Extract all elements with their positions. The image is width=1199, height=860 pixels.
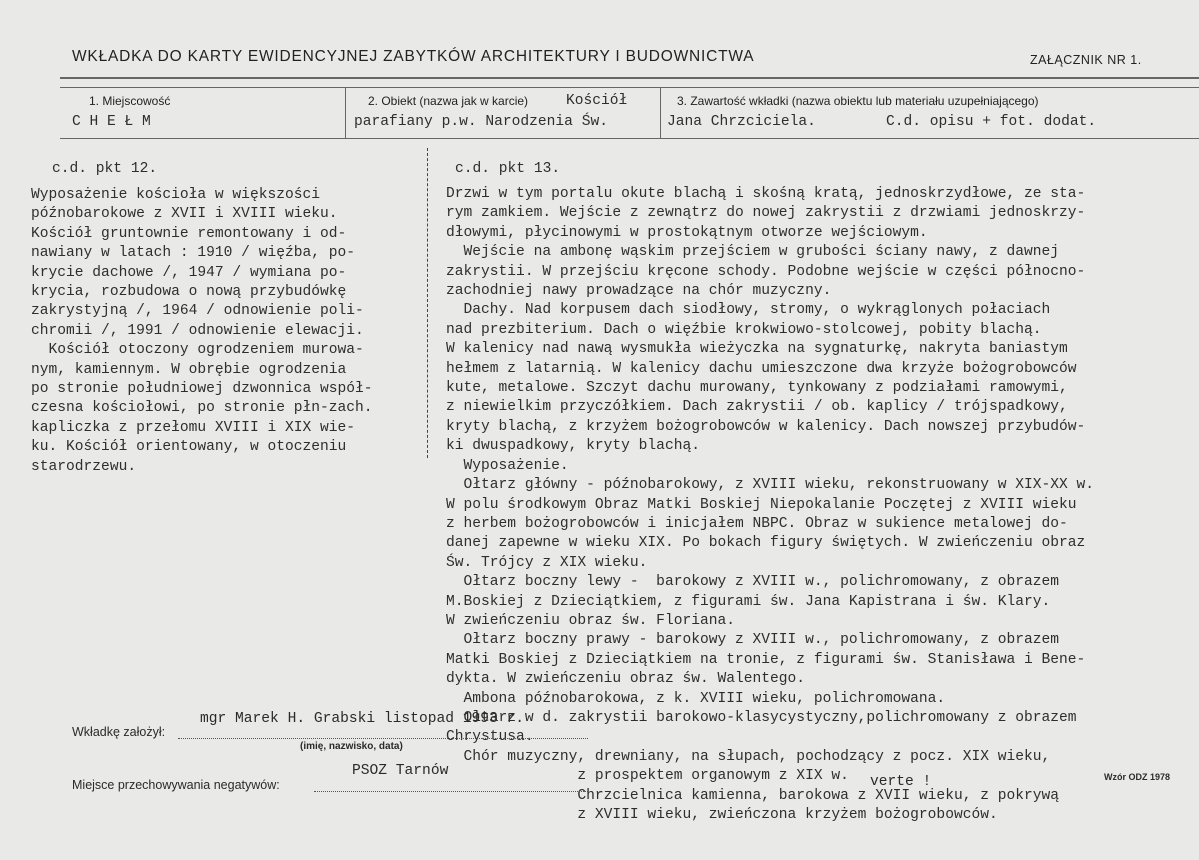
- author-hint: (imię, nazwisko, data): [300, 741, 403, 752]
- text-line: nad prezbiterium. Dach o więźbie krokwiowo-stolcowej, pobity blachą.: [446, 321, 1042, 338]
- text-line: Ambona późnobarokowa, z k. XVIII wieku, polichromowana.: [446, 690, 946, 707]
- text-line: z niewielkim przyczółkiem. Dach zakrystii / ob. kaplicy / trójspadkowy,: [446, 399, 1068, 416]
- fields-divider-1: [345, 87, 346, 138]
- text-line: dłowymi, płycinowymi w prostokątnym otworze wejściowym.: [446, 224, 928, 241]
- left-column-heading: c.d. pkt 12.: [52, 161, 158, 177]
- fields-bottom-rule: [60, 138, 1199, 139]
- text-line: Kościół gruntownie remontowany i od-: [31, 225, 347, 242]
- text-line: W polu środkowym Obraz Matki Boskiej Niepokalanie Poczętej z XVIII wieku: [446, 496, 1077, 513]
- text-line: Ołtarz boczny prawy - barokowy z XVIII w., polichromowany, z obrazem: [446, 632, 1060, 649]
- text-line: starodrzewu.: [31, 458, 137, 475]
- text-line: zakrystii. W przejściu kręcone schody. Podobne wejście w części północno-: [446, 263, 1086, 280]
- text-line: ki dwuspadkowy, kryty blachą.: [446, 438, 700, 455]
- text-line: krycie dachowe /, 1947 / wymiana po-: [31, 264, 347, 281]
- text-line: Chór muzyczny, drewniany, na słupach, pochodzący z pocz. XIX wieku,: [446, 748, 1051, 765]
- text-line: Kościół otoczony ogrodzeniem murowa-: [31, 342, 364, 359]
- annex-number: ZAŁĄCZNIK NR 1.: [1030, 53, 1142, 67]
- content-label: 3. Zawartość wkładki (nazwa obiektu lub materiału uzupełniającego): [677, 94, 1039, 108]
- text-line: chromii /, 1991 / odnowienie elewacji.: [31, 322, 364, 339]
- text-line: czesna kościołowi, po stronie płn-zach.: [31, 400, 373, 417]
- author-value: mgr Marek H. Grabski listopad 1993 r.: [200, 711, 525, 727]
- storage-label: Miejsce przechowywania negatywów:: [72, 778, 280, 792]
- text-line: rym zamkiem. Wejście z zewnątrz do nowej zakrystii z drzwiami jednoskrzy-: [446, 205, 1086, 222]
- text-line: z XVIII wieku, zwieńczona krzyżem bożogrobowców.: [446, 807, 998, 823]
- text-line: z herbem bożogrobowców i inicjałem NBPC. Obraz w sukience metalowej do-: [446, 515, 1068, 532]
- text-line: późnobarokowe z XVII i XVIII wieku.: [31, 206, 338, 223]
- text-line: Ołtarz boczny lewy - barokowy z XVIII w., polichromowany, z obrazem: [446, 574, 1060, 591]
- left-column-text: [31, 186, 373, 477]
- text-line: Chrystusa.: [446, 729, 534, 746]
- text-line: dykta. W zwieńczeniu obraz św. Walentego.: [446, 671, 806, 688]
- text-line: Wejście na ambonę wąskim przejściem w grubości ściany nawy, z dawnej: [446, 244, 1060, 261]
- fields-divider-2: [660, 87, 661, 138]
- text-line: kryty blachą, z krzyżem bożogrobowców w kalenicy. Dach nowszej przybudów-: [446, 418, 1086, 435]
- text-line: Wyposażenie kościoła w większości: [31, 187, 321, 203]
- text-line: ku. Kościół orientowany, w otoczeniu: [31, 439, 347, 456]
- text-line: krycia, rozbudowa o nową przybudówkę: [31, 284, 347, 301]
- header-rule: [60, 77, 1199, 79]
- fields-top-rule: [60, 87, 1199, 88]
- text-line: Drzwi w tym portalu okute blachą i skośną kratą, jednoskrzydłowe, ze sta-: [446, 186, 1086, 202]
- form-title: WKŁADKA DO KARTY EWIDENCYJNEJ ZABYTKÓW ARCHITEKTURY I BUDOWNICTWA: [72, 48, 755, 65]
- text-line: Dachy. Nad korpusem dach siodłowy, stromy, o wykrąglonych połaciach: [446, 302, 1051, 319]
- text-line: Wyposażenie.: [446, 457, 569, 474]
- text-line: Ołtarz główny - późnobarokowy, z XVIII wieku, rekonstruowany w XIX-XX w.: [446, 477, 1095, 494]
- text-line: nawiany w latach : 1910 / więźba, po-: [31, 245, 356, 262]
- text-line: danej zapewne w wieku XIX. Po bokach figury świętych. W zwieńczeniu obraz: [446, 535, 1086, 552]
- right-column-text: [446, 185, 1094, 825]
- verte-note: verte !: [870, 774, 932, 790]
- text-line: Ołtarz w d. zakrystii barokowo-klasycystyczny,polichromowany z obrazem: [446, 709, 1077, 726]
- text-line: hełmem z latarnią. W kalenicy dachu umieszczone dwa krzyże bożogrobowców: [446, 360, 1077, 377]
- object-value-line1: Kościół: [566, 93, 628, 109]
- author-label: Wkładkę założył:: [72, 725, 166, 739]
- text-line: M.Boskiej z Dzieciątkiem, z figurami św. Jana Kapistrana i św. Klary.: [446, 593, 1051, 610]
- text-line: zakrystyjną /, 1964 / odnowienie poli-: [31, 303, 364, 320]
- text-line: Chrzcielnica kamienna, barokowa z XVII wieku, z pokrywą: [446, 787, 1060, 804]
- content-value: Jana Chrzciciela. C.d. opisu + fot. dodat.: [667, 114, 1097, 130]
- location-label: 1. Miejscowość: [89, 94, 171, 108]
- text-line: kute, metalowe. Szczyt dachu murowany, tynkowany z podziałami ramowymi,: [446, 380, 1068, 397]
- text-line: W zwieńczeniu obraz św. Floriana.: [446, 612, 736, 629]
- object-value-line2: parafiany p.w. Narodzenia Św.: [354, 114, 608, 130]
- column-divider: [427, 148, 428, 458]
- author-dotted-line: [178, 738, 588, 739]
- text-line: kapliczka z przełomu XVIII i XIX wie-: [31, 419, 356, 436]
- text-line: z prospektem organowym z XIX w.: [446, 768, 849, 785]
- text-line: Św. Trójcy z XIX wieku.: [446, 554, 648, 571]
- storage-dotted-line: [314, 791, 588, 792]
- text-line: po stronie południowej dzwonnica współ-: [31, 381, 373, 398]
- right-column-heading: c.d. pkt 13.: [455, 161, 561, 177]
- text-line: Matki Boskiej z Dzieciątkiem na tronie, z figurami św. Stanisława i Bene-: [446, 651, 1086, 668]
- location-value: C H E Ł M: [72, 114, 151, 130]
- text-line: W kalenicy nad nawą wysmukła wieżyczka na sygnaturkę, nakryta baniastym: [446, 341, 1068, 358]
- text-line: zachodniej nawy prowadzące na chór muzyczny.: [446, 283, 832, 300]
- object-label: 2. Obiekt (nazwa jak w karcie): [368, 94, 529, 108]
- text-line: nym, kamiennym. W obrębie ogrodzenia: [31, 361, 347, 378]
- storage-value: PSOZ Tarnów: [352, 763, 449, 779]
- form-code: Wzór ODZ 1978: [1104, 772, 1171, 782]
